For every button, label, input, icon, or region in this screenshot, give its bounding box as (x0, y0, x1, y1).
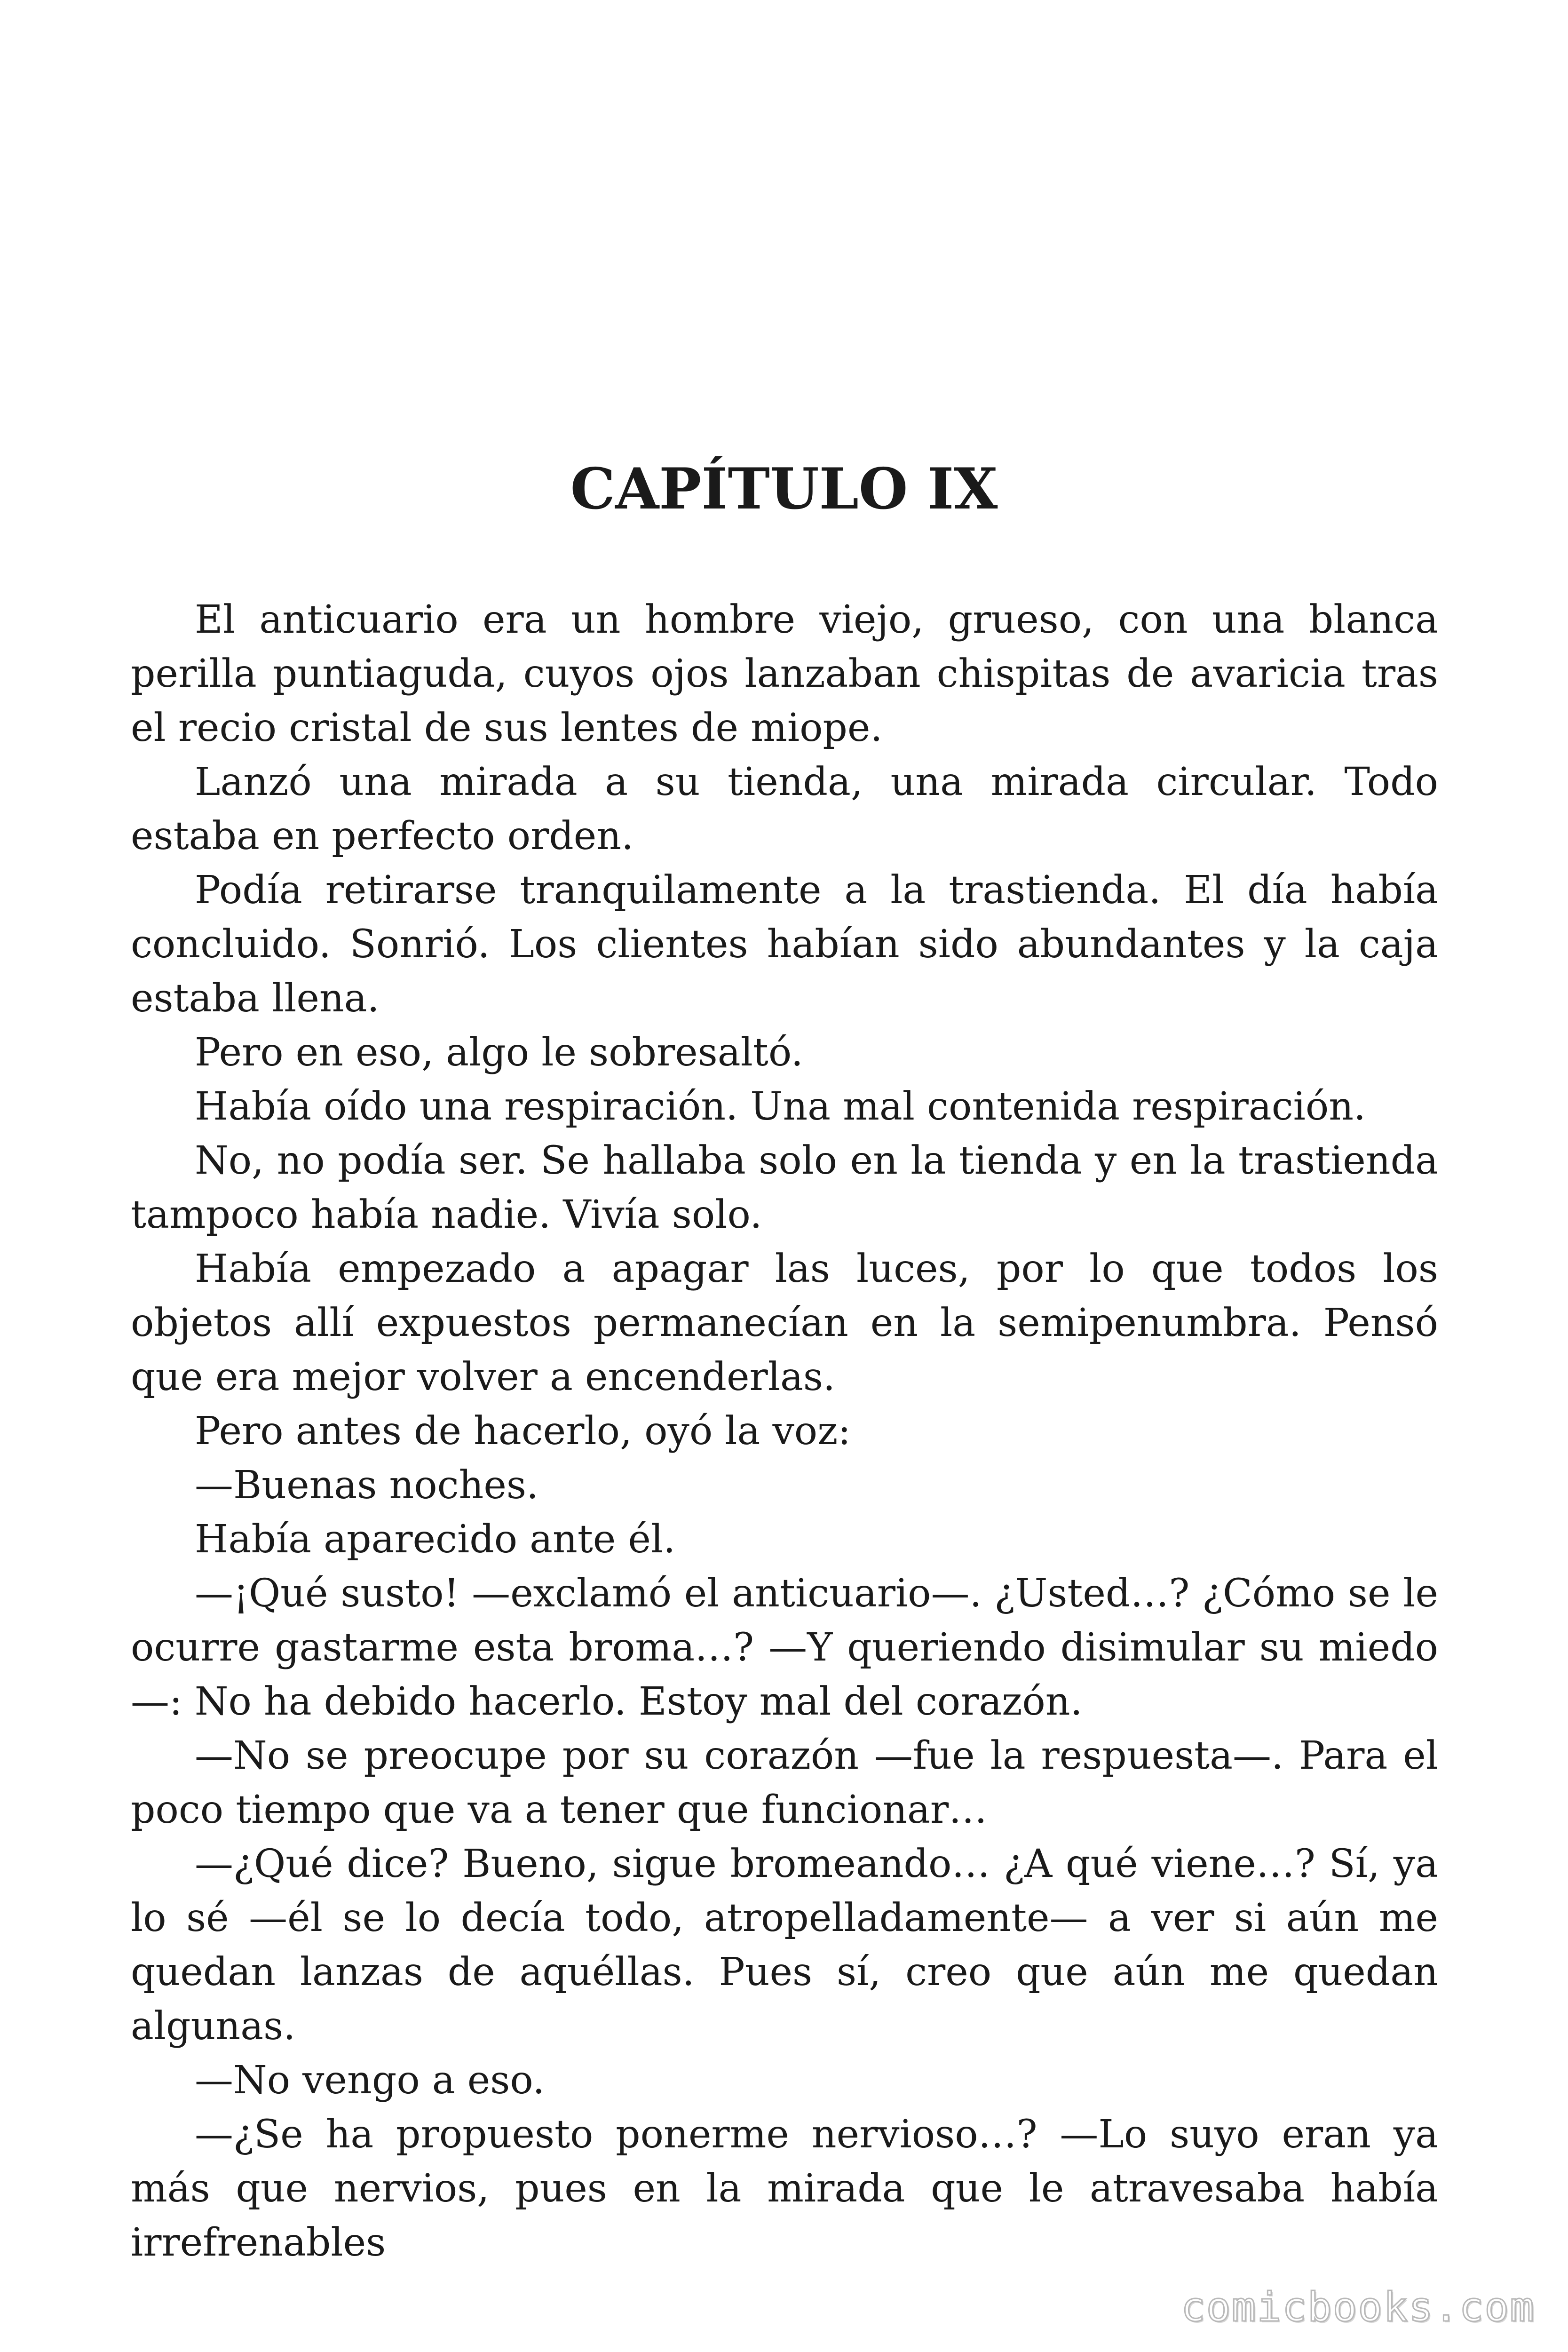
watermark: comicbooks.com (1181, 2284, 1535, 2331)
paragraph: No, no podía ser. Se hallaba solo en la tienda y en la trastienda tampoco había nadie. Vivía solo. (131, 1138, 1438, 1237)
paragraph: Pero antes de hacerlo, oyó la voz: (195, 1409, 851, 1454)
paragraph: —Buenas noches. (195, 1463, 539, 1508)
paragraph: Podía retirarse tranquilamente a la trastienda. El día había concluido. Sonrió. Los clientes habían sido abundantes y la caja estaba llena. (131, 868, 1438, 1021)
chapter-title: CAPÍTULO IX (570, 456, 998, 522)
paragraph: —¡Qué susto! —exclamó el anticuario—. ¿Usted…? ¿Cómo se le ocurre gastarme esta broma…? —Y queriendo disimular su miedo —: No ha debido hacerlo. Estoy mal del corazón. (131, 1571, 1438, 1724)
paragraph: El anticuario era un hombre viejo, grueso, con una blanca perilla puntiaguda, cuyos ojos lanzaban chispitas de avaricia tras el recio cristal de sus lentes de miope. (131, 597, 1438, 750)
paragraph: —¿Qué dice? Bueno, sigue bromeando… ¿A qué viene…? Sí, ya lo sé —él se lo decía todo, atropelladamente— a ver si aún me quedan lanzas de aquéllas. Pues sí, creo que aún me quedan algunas. (131, 1842, 1438, 2049)
paragraph: Había oído una respiración. Una mal contenida respiración. (195, 1084, 1366, 1129)
paragraph: —No se preocupe por su corazón —fue la respuesta—. Para el poco tiempo que va a tener que funcionar… (131, 1733, 1438, 1832)
chapter-body (131, 593, 1438, 2270)
paragraph: —No vengo a eso. (195, 2058, 545, 2103)
paragraph: Había aparecido ante él. (195, 1517, 676, 1562)
paragraph: Lanzó una mirada a su tienda, una mirada circular. Todo estaba en perfecto orden. (131, 760, 1438, 858)
paragraph: Pero en eso, algo le sobresaltó. (195, 1030, 803, 1075)
paragraph: Había empezado a apagar las luces, por lo que todos los objetos allí expuestos permanecían en la semipenumbra. Pensó que era mejor volver a encenderlas. (131, 1247, 1438, 1399)
paragraph: —¿Se ha propuesto ponerme nervioso…? —Lo suyo eran ya más que nervios, pues en la mirada que le atravesaba había irrefrenables (131, 2112, 1438, 2265)
